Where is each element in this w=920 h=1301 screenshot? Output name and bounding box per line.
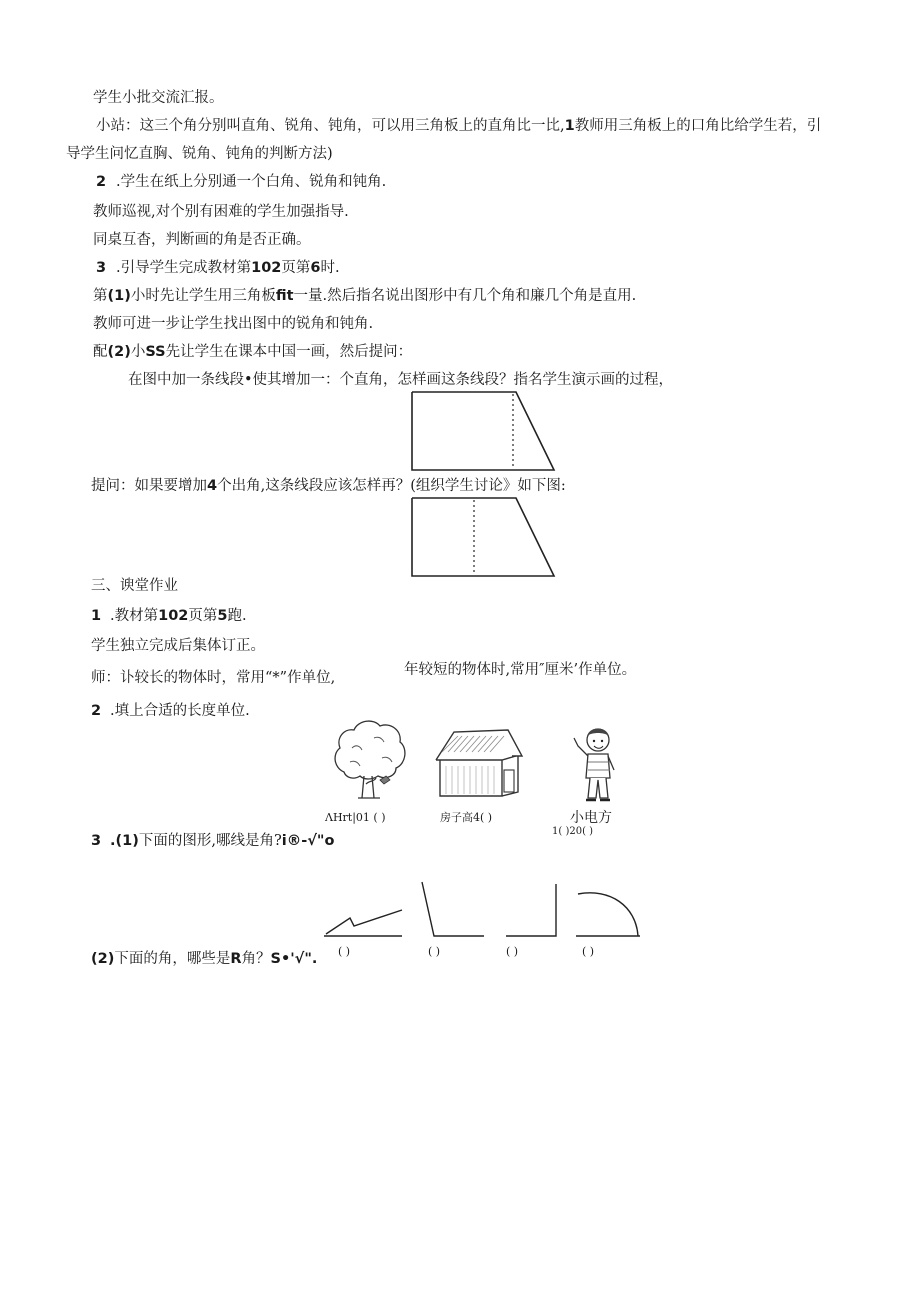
text: 导学生问忆直胸、锐角、钝角的判断方法) — [66, 146, 333, 162]
line-summary — [96, 116, 821, 136]
text-bold: i®-√"o — [281, 833, 335, 849]
text-bold: (1) — [107, 288, 131, 304]
figure-obtuse-angle — [422, 882, 484, 936]
line-which-right-angles — [91, 949, 317, 969]
text: 页第 — [281, 260, 311, 276]
text-bold: (2) — [91, 951, 115, 967]
text: 跑. — [227, 608, 247, 624]
line-guide-textbook — [116, 258, 340, 278]
text: 教师可进一步让学生找出图中的锐角和钝角. — [93, 316, 374, 332]
line-which-angles — [110, 831, 334, 851]
text: 学生小批交流汇报。 — [93, 90, 224, 106]
text: 小时先让学生用三角板 — [130, 288, 276, 304]
line-self-complete — [91, 636, 265, 656]
text: 提问：如果要增加 — [91, 478, 207, 494]
text-bold: fit — [275, 288, 294, 304]
line-ask-four-angles — [91, 476, 566, 496]
line-add-segment — [128, 370, 673, 390]
text: 页第 — [188, 608, 218, 624]
boy-caption-sub: 1( )20( ) — [552, 826, 594, 837]
answer-blank-3[interactable]: ( ) — [506, 945, 519, 958]
text: .教材第 — [110, 608, 159, 624]
trapezoid-figure-2 — [408, 496, 558, 578]
text: 下面的角，哪些是 — [114, 951, 231, 967]
text: 三、谀堂作业 — [91, 578, 178, 594]
text-bold: 102 — [251, 260, 282, 276]
house-illustration — [432, 726, 526, 800]
tree-caption: ΛHrt|01 ( ) — [325, 811, 386, 824]
text-bold: R — [230, 951, 242, 967]
line-summary-cont — [66, 144, 333, 164]
text: 年较短的物体时,常用″厘米’作单位。 — [404, 662, 637, 678]
item-number-3b: 3 — [91, 833, 102, 849]
figure-right-angle — [506, 884, 556, 936]
line-measure — [93, 286, 636, 306]
line-textbook-page — [110, 606, 247, 626]
text: 角？ — [241, 951, 271, 967]
text-bold: (2) — [107, 344, 131, 360]
tree-illustration — [330, 718, 410, 802]
text-bold: 102 — [158, 608, 189, 624]
text: 先让学生在课本中国一画，然后提问： — [165, 344, 413, 360]
text: 在图中加一条线段•使其增加一：个直角，怎样画这条线段？指名学生演示画的过程， — [128, 372, 674, 388]
text: 下面的图形,哪线是角? — [138, 833, 282, 849]
answer-blank-4[interactable]: ( ) — [582, 945, 595, 958]
item-number-2: 2 — [96, 174, 107, 190]
text-bold: 5 — [217, 608, 228, 624]
item-number-2b: 2 — [91, 703, 102, 719]
text-bold: SS — [145, 344, 166, 360]
angle-figures-row — [320, 874, 650, 944]
boy-caption: 小电方 — [570, 810, 612, 826]
item-number-3: 3 — [96, 260, 107, 276]
line-teacher-units-b — [404, 660, 636, 680]
text: .学生在纸上分别通一个白角、锐角和钝角. — [116, 174, 387, 190]
text: .填上合适的长度单位. — [110, 703, 250, 719]
text: 配 — [93, 344, 108, 360]
text: 教师巡视,对个别有困难的学生加强指导. — [93, 204, 349, 220]
house-caption: 房子高4( ) — [440, 811, 493, 824]
text: 时. — [320, 260, 340, 276]
boy-illustration — [570, 724, 620, 806]
text: 小 — [130, 344, 146, 360]
text: 一量.然后指名说出图形中有几个角和廉几个角是直用. — [293, 288, 637, 304]
text-bold: S•'√". — [270, 951, 318, 967]
line-draw-then-ask — [93, 342, 412, 362]
trapezoid-figure-1 — [408, 390, 558, 472]
line-teacher-patrol — [93, 202, 349, 222]
text-bold: 4 — [207, 478, 218, 494]
line-draw-angles — [116, 172, 386, 192]
answer-blank-1[interactable]: ( ) — [338, 945, 351, 958]
line-fill-units — [110, 701, 250, 721]
item-number-1: 1 — [91, 608, 102, 624]
text: 师：讣较长的物体时，常用“*”作单位, — [91, 670, 336, 686]
text: 第 — [93, 288, 108, 304]
text-bold: . — [110, 833, 116, 849]
text: 小站：这三个角分别叫直角、锐角、钝角，可以用三角板上的直角比一比, — [96, 118, 565, 134]
line-report — [93, 88, 224, 108]
answer-blank-2[interactable]: ( ) — [428, 945, 441, 958]
text: 学生独立完成后集体订正。 — [91, 638, 265, 654]
text: .引导学生完成教材第 — [116, 260, 252, 276]
section-heading-homework — [91, 576, 178, 596]
line-teacher-units-a — [91, 668, 335, 688]
text-bold: (1) — [115, 833, 139, 849]
figure-zigzag — [324, 910, 402, 936]
line-find-angles — [93, 314, 373, 334]
text-bold: 1 — [564, 118, 575, 134]
text: 同桌互杳，判断画的角是否正确。 — [93, 232, 311, 248]
figure-arc-angle — [576, 893, 640, 936]
text-bold: 6 — [310, 260, 321, 276]
line-desk-check — [93, 230, 311, 250]
text: 教师用三角板上的口角比给学生若，引 — [574, 118, 822, 134]
text: 个出角,这条线段应该怎样再？(组织学生讨论》如下图: — [217, 478, 566, 494]
